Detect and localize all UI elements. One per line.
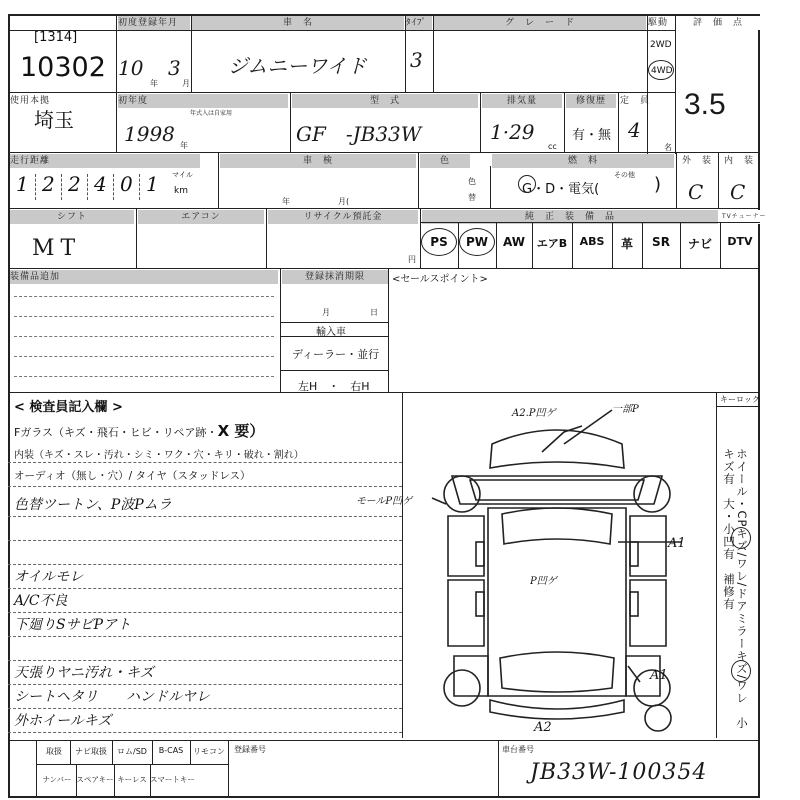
bottom-equip-item: ナビ取扱: [75, 747, 107, 756]
drive-4wd-circle: [648, 60, 674, 80]
color-side-2: 替: [468, 193, 476, 202]
inspector-note-line: [8, 636, 402, 637]
bottom-equip-divider: [114, 764, 115, 798]
first-reg-month-unit: 月: [182, 79, 190, 88]
inspector-note: A/C不良: [14, 593, 68, 609]
header-mileage: 走行距離: [10, 154, 200, 168]
bottom-equip-item: キーレス: [117, 775, 147, 784]
bottom-equip-divider: [190, 740, 191, 764]
header-score: 評 価 点: [676, 16, 760, 30]
reg-number-label: 登録番号: [234, 745, 266, 754]
displacement-unit: cc: [548, 142, 557, 151]
ps-circle: [421, 228, 457, 256]
inspector-note-line: [8, 612, 402, 613]
mileage-digits: [10, 172, 170, 202]
keylock-label: キーロック: [720, 395, 760, 404]
bottom-equip-item: ロム/SD: [117, 747, 147, 756]
shift-value: MT: [32, 236, 82, 261]
header-drive: 駆動: [648, 16, 674, 30]
displacement-value: 1·29: [490, 120, 535, 144]
header-displacement: 排気量: [482, 94, 562, 108]
sales-points-label: <セールスポイント>: [392, 274, 488, 285]
diagram-mark: A2: [534, 720, 552, 735]
color-side-1: 色: [468, 177, 476, 186]
header-interior: 内 装: [720, 154, 758, 168]
mileage-digit: 4: [94, 172, 107, 196]
chassis-label: 車台番号: [502, 745, 534, 754]
pw-circle: [459, 228, 495, 256]
inspector-interior-line: 内装（キズ・スレ・汚れ・シミ・ワク・穴・キリ・破れ・割れ）: [14, 450, 304, 461]
bottom-equip-divider: [152, 740, 153, 764]
header-color: 色: [420, 154, 470, 168]
first-reg-month: 3: [168, 56, 181, 80]
inspection-month: 月(: [338, 197, 350, 206]
glass-x-required: X 要）: [217, 422, 265, 440]
inspection-year: 年: [282, 197, 290, 206]
inspector-note-line: [8, 540, 402, 541]
bottom-equip-item: B-CAS: [158, 746, 184, 755]
region-value: 埼玉: [34, 108, 74, 132]
recycle-unit: 円: [408, 255, 416, 264]
equipment-エアb: エアB: [536, 237, 568, 250]
lot-number: 10302: [20, 52, 106, 83]
inspector-note-line: [8, 564, 402, 565]
header-first-reg: 初度登録年月: [118, 16, 190, 30]
bottom-equip-item: 取扱: [46, 747, 62, 756]
fuel-other: その他: [614, 171, 635, 179]
score-value: 3.5: [684, 88, 726, 121]
repair-value: 有・無: [572, 128, 612, 143]
chassis-number: JB33W-100354: [530, 760, 708, 785]
mileage-divider: [139, 174, 140, 200]
equipment-divider: [720, 222, 721, 268]
inspector-note-line: [8, 588, 402, 589]
equipment-divider: [532, 222, 533, 268]
type-char-value: 3: [410, 48, 423, 72]
equipment-革: 革: [620, 237, 633, 251]
equipment-ps: PS: [430, 235, 448, 249]
diagram-mark: A2.P凹ゲ: [512, 408, 556, 419]
inspector-note-line: [8, 660, 402, 661]
capacity-unit: 名: [664, 143, 672, 152]
bottom-equip-item: リモコン: [193, 747, 225, 756]
header-capacity: 定 員: [620, 96, 651, 106]
first-reg-year-unit: 年: [150, 79, 158, 88]
mileage-divider: [61, 174, 62, 200]
interior-value: C: [730, 180, 746, 204]
equipment-pw: PW: [465, 235, 489, 249]
header-equipment: 純 正 装 備 品: [422, 210, 718, 224]
first-reg-year: 10: [118, 56, 144, 80]
bottom-equip-item: スマートキー: [150, 775, 195, 784]
diagram-mark: モールP凹ゲ: [356, 496, 413, 507]
mileage-divider: [87, 174, 88, 200]
exterior-value: C: [688, 180, 704, 204]
mileage-unit-km: km: [174, 186, 188, 196]
steering-value: 左H ・ 右H: [298, 380, 370, 393]
inspector-note: 天張りヤニ汚れ・キズ: [14, 665, 154, 681]
header-car-name: 車 名: [192, 16, 404, 30]
mileage-digit: 2: [42, 172, 55, 196]
equipment-divider: [572, 222, 573, 268]
equipment-divider: [680, 222, 681, 268]
ki-circle: [731, 527, 751, 549]
inspector-note-line: [8, 708, 402, 709]
fuel-value: G・D・電気(: [522, 182, 600, 197]
header-shift: シフト: [10, 210, 134, 224]
car-diagram: [392, 396, 722, 736]
header-region: 使用本拠: [10, 94, 114, 108]
header-year: 初年度: [118, 94, 288, 108]
equipment-ナビ: ナビ: [687, 237, 712, 251]
inspector-note: 下廻りSサビPアト: [14, 617, 132, 633]
fuel-g-circle: [518, 175, 536, 193]
inspector-note: シートヘタリ ハンドルヤレ: [14, 689, 210, 705]
lot-small: [1314]: [34, 30, 78, 45]
inspector-note: オイルモレ: [14, 569, 84, 585]
import-label: 輸入車: [316, 327, 346, 338]
inspector-note: 外ホイールキズ: [14, 713, 112, 729]
equipment-divider: [612, 222, 613, 268]
import-type: ディーラー・並行: [292, 348, 380, 361]
mileage-digit: 0: [120, 172, 133, 196]
diagram-mark: A1: [650, 668, 668, 683]
drive-4wd: 4WD: [651, 66, 673, 76]
bottom-equip-divider: [112, 740, 113, 764]
equipment-aw: AW: [503, 235, 525, 249]
drive-2wd: 2WD: [650, 40, 672, 50]
vertical-notes: ホイール・CPキズ/ワレ/ドアミラーキズ/ワレ 小キズ有 大・小凹有 補修有: [722, 448, 749, 730]
diagram-mark: 一部P: [612, 404, 639, 415]
yu-circle: [731, 660, 751, 682]
inspector-note: 色替ツートン、P波Pムラ: [14, 497, 172, 513]
equipment-abs: ABS: [579, 235, 605, 248]
inspector-title: < 検査員記入欄 >: [14, 400, 123, 415]
bottom-equip-divider: [76, 764, 77, 798]
capacity-value: 4: [628, 118, 641, 142]
header-recycle: リサイクル預託金: [268, 210, 418, 224]
reg-day: 日: [370, 308, 378, 317]
inspector-glass-line: [14, 420, 264, 441]
mileage-digit: 1: [146, 172, 159, 196]
equipment-dtv: DTV: [727, 235, 753, 248]
reg-month: 月: [322, 308, 330, 317]
header-inspection: 車 検: [220, 154, 416, 168]
bottom-equip-item: スペアキー: [76, 775, 114, 784]
header-model: 型 式: [292, 94, 478, 108]
mileage-digit: 1: [16, 172, 29, 196]
inspector-note-line: [8, 732, 402, 733]
header-repair: 修復歴: [566, 94, 616, 108]
header-tuner: TVチューナー: [722, 210, 760, 224]
equipment-divider: [642, 222, 643, 268]
header-exterior: 外 装: [678, 154, 716, 168]
car-name: ジムニーワイド: [228, 54, 367, 78]
bottom-equip-divider: [150, 764, 151, 798]
inspector-note-line: [8, 684, 402, 685]
header-reg-expiry: 登録抹消期限: [282, 270, 388, 284]
header-fuel: 燃 料: [492, 154, 674, 168]
diagram-mark: A1: [668, 536, 686, 551]
bottom-equip-item: ナンバー: [42, 775, 72, 784]
mileage-unit-mile: マイル: [172, 171, 193, 179]
header-aircon: エアコン: [138, 210, 264, 224]
equipment-divider: [496, 222, 497, 268]
mileage-digit: 2: [68, 172, 81, 196]
header-type-char: ﾀｲﾌﾟ: [406, 16, 432, 30]
bottom-equip-divider: [70, 740, 71, 764]
inspector-note-line: [8, 516, 402, 517]
model-value: GF -JB33W: [296, 122, 422, 146]
equipment-sr: SR: [652, 235, 670, 249]
diagram-mark: P凹ゲ: [530, 576, 557, 587]
inspector-audio-line: オーディオ（無し・穴）/ タイヤ（スタッドレス）: [14, 470, 251, 482]
fuel-close: ): [654, 174, 662, 195]
header-grade: グ レ ー ド: [434, 16, 646, 30]
header-equip-history: 装備品追加: [10, 270, 278, 284]
mileage-divider: [35, 174, 36, 200]
glass-text: Fガラス（キズ・飛石・ヒビ・リペア跡・: [14, 426, 218, 439]
year-value: 1998: [124, 122, 175, 146]
year-unit: 年: [180, 141, 188, 150]
mileage-divider: [113, 174, 114, 200]
equipment-header-line: [420, 222, 760, 223]
year-note: 年式入は自家用: [190, 110, 233, 117]
